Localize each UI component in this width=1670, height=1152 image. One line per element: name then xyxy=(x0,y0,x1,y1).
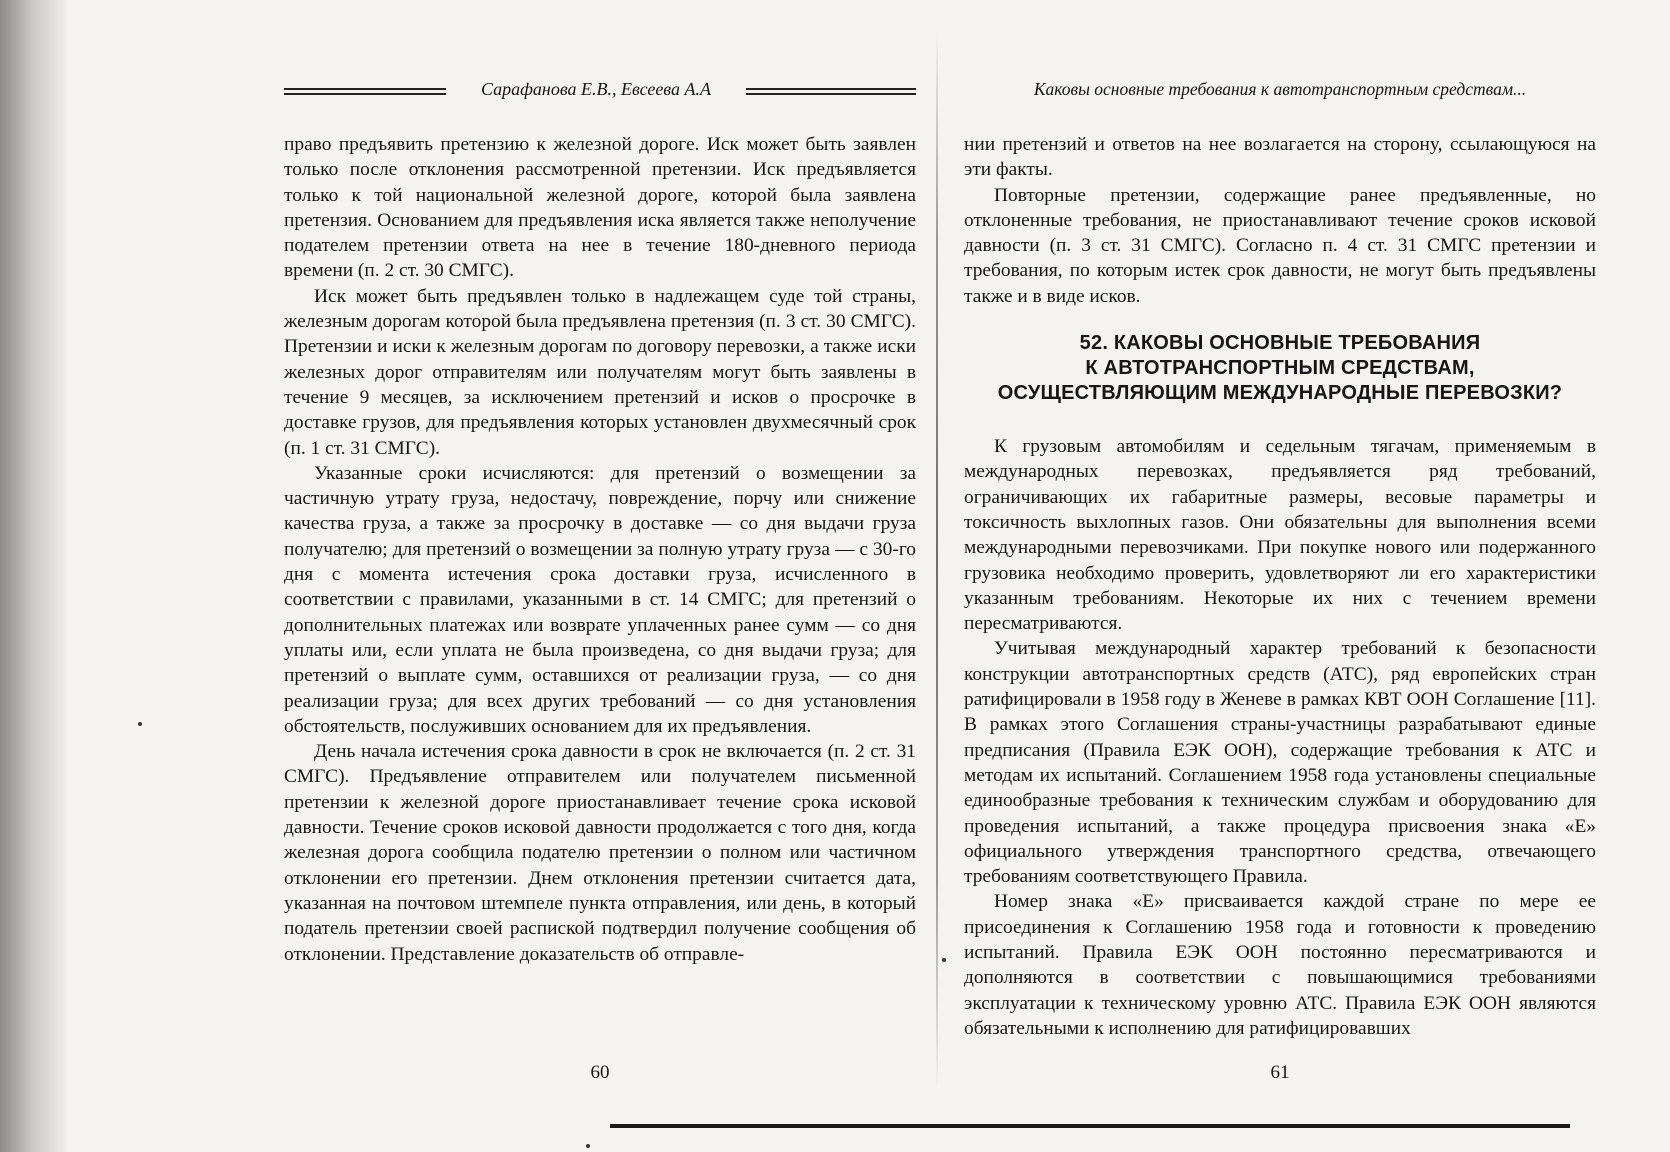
paragraph: День начала истечения срока давности в срок не включается (п. 2 ст. 31 СМГС). Предъявление отправителем или получателем письменной претензии к железной дороге приостанавливает течение срока исковой давности. Течение сроков исковой давности продолжается с того дня, когда железная дорога сообщила подателю претензии о полном или частичном отклонении его претензии. Днем отклонения претензии считается дата, указанная на почтовом штемпеле пункта отправления, или день, в который податель претензии своей распиской подтвердил получение сообщения об отклонении. Представление доказательств об отправле- xyxy=(284,741,916,965)
running-head-rule-right xyxy=(746,88,916,95)
paragraph: Повторные претензии, содержащие ранее предъявленные, но отклоненные требования, не приостанавливают течение сроков исковой давности (п. 3 ст. 31 СМГС). Согласно п. 4 ст. 31 СМГС претензии и требования, по которым истек срок давности, не могут быть предъявлены также и в виде исков. xyxy=(964,184,1596,307)
binding-shadow xyxy=(0,0,70,1152)
section-title-line: ОСУЩЕСТВЛЯЮЩИМ МЕЖДУНАРОДНЫЕ ПЕРЕВОЗКИ? xyxy=(997,382,1563,405)
paragraph: К грузовым автомобилям и седельным тягачам, применяемым в международных перевозках, предъявляется ряд требований, ограничивающих их габаритные размеры, весовые параметры и токсичность выхлопных газов. Они обязательны для выполнения всеми международными перевозчиками. При покупке нового или подержанного грузовика необходимо проверить, удовлетворяют ли его характеристики указанным требованиям. Некоторые их них с течением времени пересматриваются. xyxy=(964,436,1596,635)
left-running-head xyxy=(284,79,916,105)
left-page xyxy=(284,0,916,1152)
book-gutter xyxy=(936,30,938,1090)
paragraph: Учитывая международный характер требований к безопасности конструкции автотранспортных средств (АТС), ряд европейских стран ратифицировали в 1958 году в Женеве в рамках КВТ ООН Соглашение [11]. В рамках этого Соглашения страны-участницы разрабатывают единые предписания (Правила ЕЭК ООН), содержащие требования к АТС и методам их испытаний. Соглашением 1958 года установлены специальные единообразные требования к техническим службам и оборудованию для проведения испытаний, а также процедура присвоения знака «Е» официального утверждения транспортного средства, отвечающего требованиям соответствующего Правила. xyxy=(964,638,1596,888)
scan-speck xyxy=(942,958,946,962)
paragraph: Иск может быть предъявлен только в надлежащем суде той страны, железным дорогам которой была предъявлена претензия (п. 3 ст. 30 СМГС). Претензии и иски к железным дорогам по договору перевозки, а также иски железных дорог отправителям или получателям могут быть заявлены в течение 9 месяцев, за исключением претензий и исков о просрочке в доставке грузов, для предъявления которых установлен двухмесячный срок (п. 1 ст. 31 СМГС). xyxy=(284,285,916,459)
section-title-line: 52. КАКОВЫ ОСНОВНЫЕ ТРЕБОВАНИЯ xyxy=(1079,332,1481,355)
section-title xyxy=(964,331,1596,406)
running-head-rule-left xyxy=(284,88,446,95)
bottom-edge-line xyxy=(610,1124,1570,1128)
right-running-head xyxy=(964,79,1596,105)
page-number-right: 61 xyxy=(1270,1062,1290,1083)
right-page xyxy=(964,0,1596,1152)
left-body-text xyxy=(284,132,916,1018)
paragraph: нии претензий и ответов на нее возлагается на сторону, ссылающуюся на эти факты. xyxy=(964,134,1596,181)
running-head-authors: Сарафанова Е.В., Евсеева А.А xyxy=(480,79,711,99)
scan-speck xyxy=(586,1144,590,1148)
right-body-text xyxy=(964,132,1596,1039)
scan-speck xyxy=(138,722,142,726)
paragraph: Номер знака «Е» присваивается каждой стране по мере ее присоединения к Соглашению 1958 года и готовности к проведению испытаний. Правила ЕЭК ООН постоянно пересматриваются и дополняются в соответствии с повышающимися требованиями эксплуатации к техническому уровню АТС. Правила ЕЭК ООН являются обязательными к исполнению для ратифицировавших xyxy=(964,891,1596,1039)
section-title-line: К АВТОТРАНСПОРТНЫМ СРЕДСТВАМ, xyxy=(1085,357,1475,380)
running-head-chapter: Каковы основные требования к автотранспортным средствам... xyxy=(1033,79,1527,99)
paragraph: Указанные сроки исчисляются: для претензий о возмещении за частичную утрату груза, недостачу, повреждение, порчу или снижение качества груза, а также за просрочку в доставке — со дня выдачи груза получателю; для претензий о возмещении за полную утрату груза — с 30-го дня с момента истечения срока доставки груза, исчисленного в соответствии с правилами, указанными в ст. 14 СМГС; для претензий о дополнительных платежах или возврате уплаченных ранее сумм — со дня уплаты или, если уплата не была произведена, со дня выдачи груза; для претензий о выплате сумм, оставшихся от реализации груза, — со дня реализации груза; для всех других требований — со дня установления обстоятельств, послуживших основанием для их предъявления. xyxy=(284,462,916,737)
page-number-left: 60 xyxy=(590,1062,610,1083)
paragraph: право предъявить претензию к железной дороге. Иск может быть заявлен только после отклонения рассмотренной претензии. Иск предъявляется только к той национальной железной дороге, которой была заявлена претензия. Основанием для предъявления иска является также неполучение подателем претензии ответа на нее в течение 180-дневного периода времени (п. 2 ст. 30 СМГС). xyxy=(284,134,916,282)
